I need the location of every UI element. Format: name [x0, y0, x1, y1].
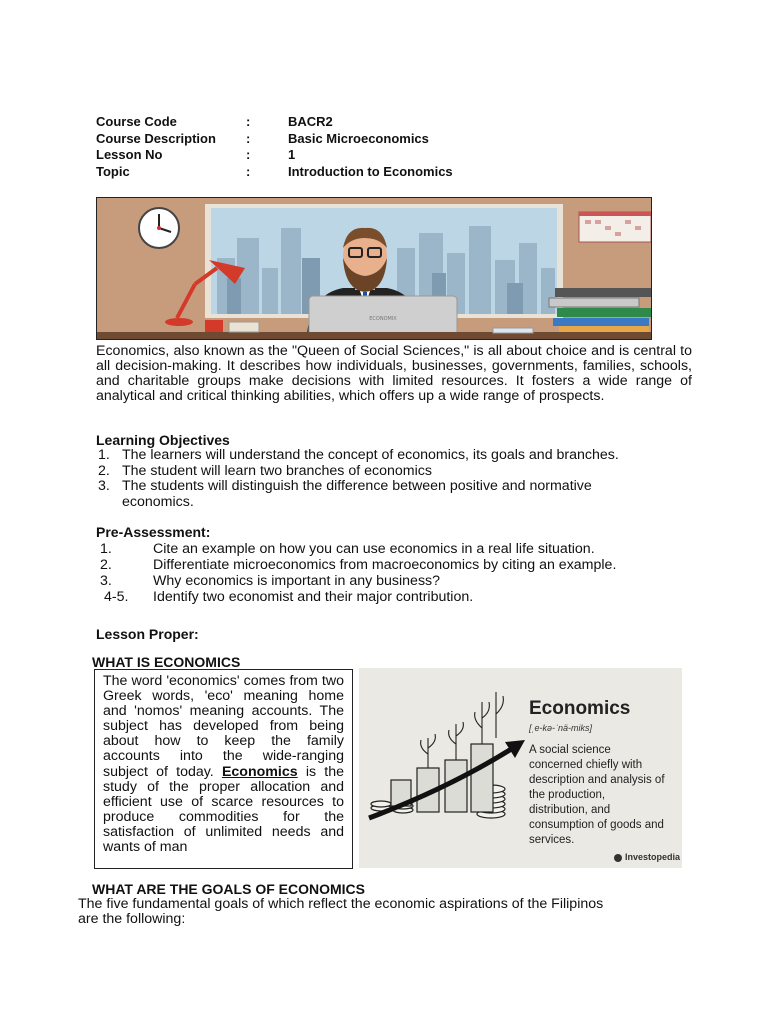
item-number: 2.: [100, 557, 112, 573]
laptop-brand: ECONOMIX: [369, 316, 397, 322]
list-item: [100, 541, 692, 557]
what-is-economics-heading: WHAT IS ECONOMICS: [92, 654, 241, 670]
learning-objectives-list: [98, 448, 692, 510]
item-text: Why economics is important in any business?: [153, 573, 441, 589]
definition-text-2: is the study of the proper allocation and efficient use of scarce resources to produce commodities for the satisfaction of unlimited needs and wants of man: [103, 763, 344, 856]
stacked-binders-icon: [549, 288, 651, 332]
item-number: 1.: [100, 541, 112, 557]
lesson-no-label: Lesson No: [96, 147, 163, 162]
definition-text-1: The word 'economics' comes from two Greek words, 'eco' meaning home and 'nomos' meaning accounts. The subject has developed from being about how to keep the family accounts into the wide-ranging subject of today.: [103, 673, 344, 780]
item-number: 3.: [98, 478, 110, 494]
item-text: Differentiate microeconomics from macroeconomics by citing an example.: [153, 557, 617, 573]
course-info-table: [96, 114, 548, 180]
investopedia-brand: Investopedia: [625, 852, 681, 862]
item-number: 3.: [100, 573, 112, 589]
item-text: Cite an example on how you can use economics in a real life situation.: [153, 541, 595, 557]
course-description-value: Basic Microeconomics: [288, 130, 429, 146]
course-code-value: BACR2: [288, 114, 333, 129]
item-number: 4-5.: [104, 589, 129, 605]
list-item: [100, 573, 692, 589]
list-item: [98, 464, 692, 480]
goals-heading: WHAT ARE THE GOALS OF ECONOMICS: [92, 881, 365, 897]
colon: :: [246, 163, 251, 179]
colon: :: [246, 130, 251, 146]
laptop-icon: [309, 296, 457, 338]
economist-office-illustration: [96, 197, 652, 340]
item-number: 1.: [98, 447, 110, 463]
economics-definition-box: [94, 669, 353, 869]
item-text: The student will learn two branches of economics: [122, 462, 432, 479]
lesson-proper-heading: Lesson Proper:: [96, 626, 199, 642]
list-item: [100, 557, 692, 573]
card-title: Economics: [529, 698, 631, 719]
calendar-icon: [579, 212, 651, 242]
intro-paragraph: Economics, also known as the "Queen of Social Sciences," is all about choice and is central to all decision-making. It describes how individuals, businesses, governments, families, schools, and charitable groups make decisions with limited resources. It fosters a wide range of analytical and critical thinking abilities, which offers up a wide range of prospects.: [96, 343, 692, 404]
lesson-no-row: [96, 147, 548, 164]
card-text-block: [529, 698, 679, 848]
course-code-label: Course Code: [96, 114, 177, 129]
goals-paragraph: The five fundamental goals of which reflect the economic aspirations of the Filipinos are the following:: [78, 896, 604, 927]
course-description-row: [96, 131, 548, 148]
learning-objectives-heading: Learning Objectives: [96, 432, 230, 448]
lesson-no-value: 1: [288, 147, 296, 162]
item-text: Identify two economist and their major contribution.: [153, 589, 474, 605]
card-pronunciation: [ˌe-kə-ˈnä-miks]: [529, 723, 593, 733]
item-text: The learners will understand the concept of economics, its goals and branches.: [122, 447, 619, 463]
pre-assessment-heading: Pre-Assessment:: [96, 524, 211, 540]
economics-definition-card: [359, 668, 682, 868]
economics-term: Economics: [221, 763, 298, 780]
course-description-label: Course Description: [96, 130, 216, 146]
topic-value: Introduction to Economics: [288, 163, 453, 179]
investopedia-logo-icon: [614, 854, 622, 862]
topic-row: [96, 164, 548, 181]
item-text: The students will distinguish the difference between positive and normative economics.: [122, 478, 592, 510]
list-item: [100, 589, 692, 605]
colon: :: [246, 147, 251, 162]
list-item: [98, 448, 692, 464]
clock-icon: [139, 208, 179, 248]
pre-assessment-list: [100, 541, 692, 605]
topic-label: Topic: [96, 163, 130, 179]
list-item: [98, 479, 692, 510]
item-number: 2.: [98, 462, 110, 479]
office-scene: [97, 198, 652, 340]
colon: :: [246, 114, 251, 129]
course-code-row: [96, 114, 548, 131]
card-definition: A social science concerned chiefly with description and analysis of the production, distribution, and consumption of goods and services.: [529, 744, 665, 846]
